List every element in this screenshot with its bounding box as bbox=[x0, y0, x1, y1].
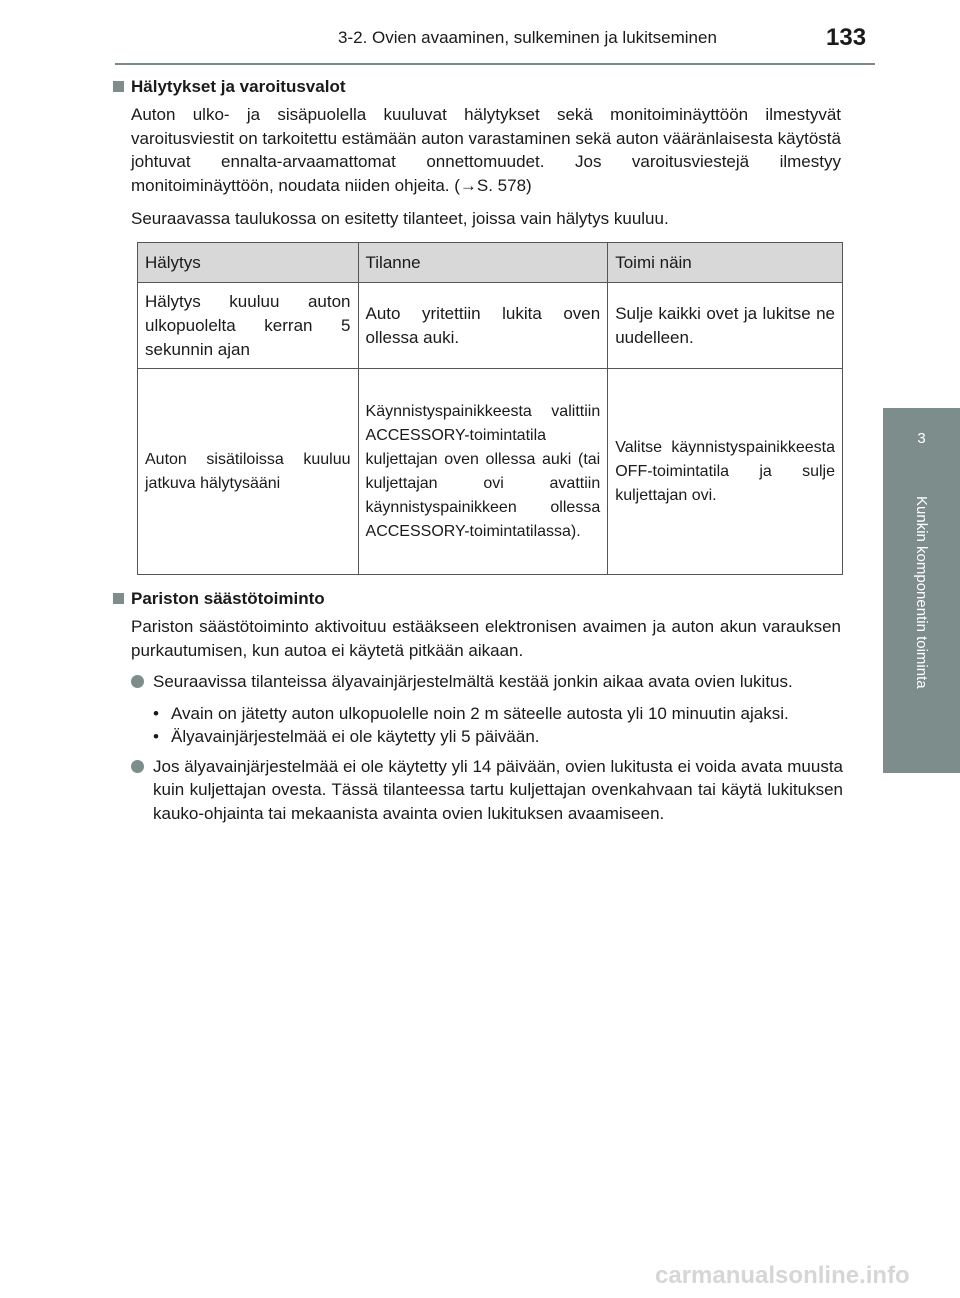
list-item bbox=[113, 670, 843, 694]
chapter-title-container bbox=[883, 408, 960, 773]
alarm-table bbox=[137, 242, 843, 575]
circle-bullet-icon bbox=[131, 675, 144, 688]
table-cell: Auto yritettiin lukita oven ollessa auki. bbox=[358, 283, 608, 369]
table-row bbox=[138, 283, 843, 369]
chapter-number: 3 bbox=[917, 430, 926, 447]
alarms-heading bbox=[113, 76, 843, 98]
battery-heading-text: Pariston säästötoiminto bbox=[131, 589, 325, 608]
circle-bullet-icon bbox=[131, 760, 144, 773]
table-cell: Valitse käynnistyspainikkeesta OFF-toimintatila ja sulje kuljettajan ovi. bbox=[608, 369, 843, 575]
dot-bullet-icon: • bbox=[153, 727, 159, 746]
bullet-text: Seuraavissa tilanteissa älyavainjärjestelmältä kestää jonkin aikaa avata ovien lukitus. bbox=[153, 672, 793, 691]
list-item bbox=[113, 702, 843, 726]
list-item bbox=[113, 755, 843, 826]
battery-section bbox=[113, 588, 843, 825]
table-header: Toimi näin bbox=[608, 243, 843, 283]
section-title: 3-2. Ovien avaaminen, sulkeminen ja lukitseminen bbox=[338, 28, 717, 47]
table-header: Hälytys bbox=[138, 243, 359, 283]
battery-paragraph: Pariston säästötoiminto aktivoituu estääkseen elektronisen avaimen ja auton akun varauksen purkautumisen, kun autoa ei käytetä pitkään aikaan. bbox=[131, 617, 841, 660]
watermark: carmanualsonline.info bbox=[655, 1262, 910, 1289]
sub-item-text: Avain on jätetty auton ulkopuolelle noin 2 m säteelle autosta yli 10 minuutin ajaksi. bbox=[171, 703, 789, 723]
page-number: 133 bbox=[826, 24, 867, 51]
alarms-intro: Seuraavassa taulukossa on esitetty tilanteet, joissa vain hälytys kuuluu. bbox=[131, 209, 669, 228]
table-cell: Käynnistyspainikkeesta valittiin ACCESSORY-toimintatila kuljettajan oven ollessa auki (tai kuljettajan ovi avattiin käynnistyspainikkeen ollessa ACCESSORY-toimintatilassa). bbox=[358, 369, 608, 575]
square-bullet-icon bbox=[113, 81, 124, 92]
bullet-text: Jos älyavainjärjestelmää ei ole käytetty yli 14 päivään, ovien lukitusta ei voida avata muusta kuin kuljettajan ovesta. Tässä tilanteessa tartu kuljettajan ovenkahvaan tai käytä lukituksen kauko-ohjainta tai mekaanista avainta ovien lukituksen avaamiseen. bbox=[153, 756, 843, 823]
table-row bbox=[138, 369, 843, 575]
table-header: Tilanne bbox=[358, 243, 608, 283]
dot-bullet-icon: • bbox=[153, 703, 159, 723]
alarms-section bbox=[113, 76, 843, 231]
square-bullet-icon bbox=[113, 593, 124, 604]
table-cell: Auton sisätiloissa kuuluu jatkuva hälytysääni bbox=[138, 369, 359, 575]
table-cell: Sulje kaikki ovet ja lukitse ne uudelleen. bbox=[608, 283, 843, 369]
list-item bbox=[113, 725, 843, 749]
table-cell: Hälytys kuuluu auton ulkopuolelta kerran 5 sekunnin ajan bbox=[138, 283, 359, 369]
header-rule bbox=[115, 63, 875, 65]
table-header-row bbox=[138, 243, 843, 283]
sub-item-text: Älyavainjärjestelmää ei ole käytetty yli 5 päivään. bbox=[171, 727, 540, 746]
chapter-title: Kunkin komponentin toiminta bbox=[913, 496, 930, 689]
alarms-heading-text: Hälytykset ja varoitusvalot bbox=[131, 77, 346, 96]
battery-heading bbox=[113, 588, 843, 610]
alarms-paragraph: Auton ulko- ja sisäpuolella kuuluvat hälytykset sekä monitoiminäyttöön ilmestyvät varoitusviestit on tarkoitettu estämään auton varastaminen sekä auton vääränlaisesta käytöstä johtuvat ennalta-arvaamattomat onnettomuudet. Jos varoitusviestejä ilmestyy monitoiminäyttöön, noudata niiden ohjeita. (→S. 578) bbox=[131, 105, 841, 195]
